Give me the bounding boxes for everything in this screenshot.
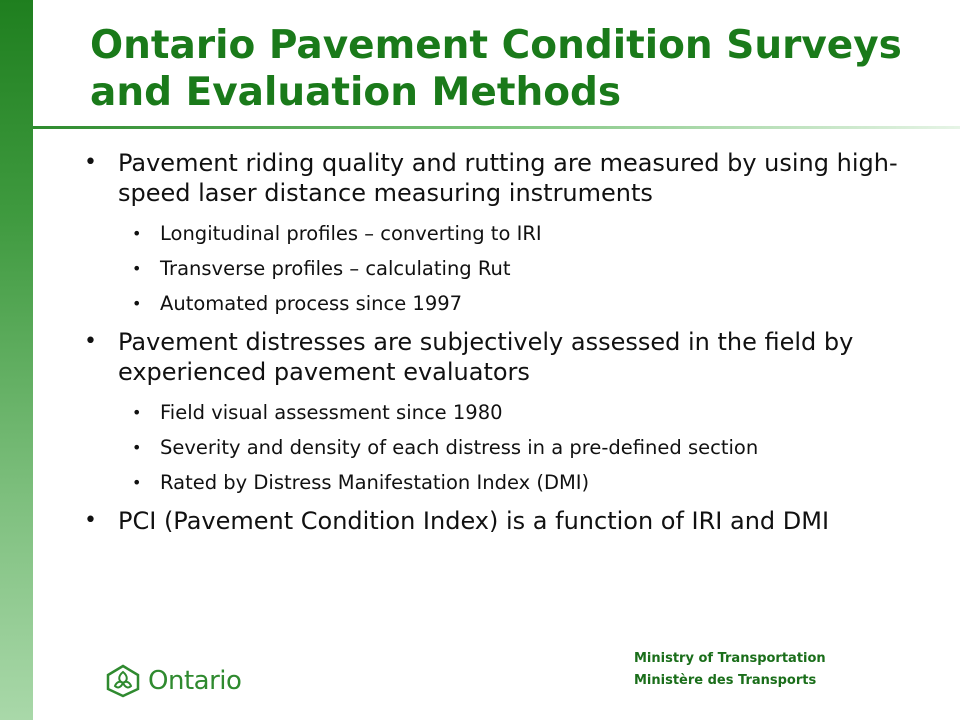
sub-bullet-item: • Field visual assessment since 1980	[118, 401, 942, 425]
ministry-block	[634, 649, 826, 693]
logo-wordmark: Ontario	[148, 666, 242, 696]
sub-bullet-list	[118, 222, 942, 316]
sub-bullet-item: • Transverse profiles – calculating Rut	[118, 257, 942, 281]
side-accent-bar	[0, 0, 33, 720]
bullet-text: Pavement riding quality and rutting are measured by using high-speed laser distance measuring instruments	[118, 149, 898, 207]
bullet-list	[82, 148, 942, 536]
ontario-logo	[106, 664, 241, 698]
sub-bullet-list	[118, 401, 942, 495]
slide-content	[82, 148, 942, 546]
sub-bullet-item: • Automated process since 1997	[118, 292, 942, 316]
bullet-text: PCI (Pavement Condition Index) is a function of IRI and DMI	[118, 507, 830, 535]
ministry-english: Ministry of Transportation	[634, 651, 826, 666]
bullet-item	[82, 506, 942, 536]
ministry-french: Ministère des Transports	[634, 673, 817, 688]
title-underline	[33, 126, 960, 129]
sub-bullet-item: • Severity and density of each distress in a pre-defined section	[118, 436, 942, 460]
bullet-item	[82, 148, 942, 316]
slide-title: Ontario Pavement Condition Surveys and Evaluation Methods	[90, 23, 902, 115]
bullet-item	[82, 327, 942, 495]
bullet-text: Pavement distresses are subjectively assessed in the field by experienced pavement evaluators	[118, 328, 854, 386]
ontario-trillium-icon	[106, 664, 140, 698]
sub-bullet-item: • Rated by Distress Manifestation Index (DMI)	[118, 471, 942, 495]
sub-bullet-item: • Longitudinal profiles – converting to IRI	[118, 222, 942, 246]
